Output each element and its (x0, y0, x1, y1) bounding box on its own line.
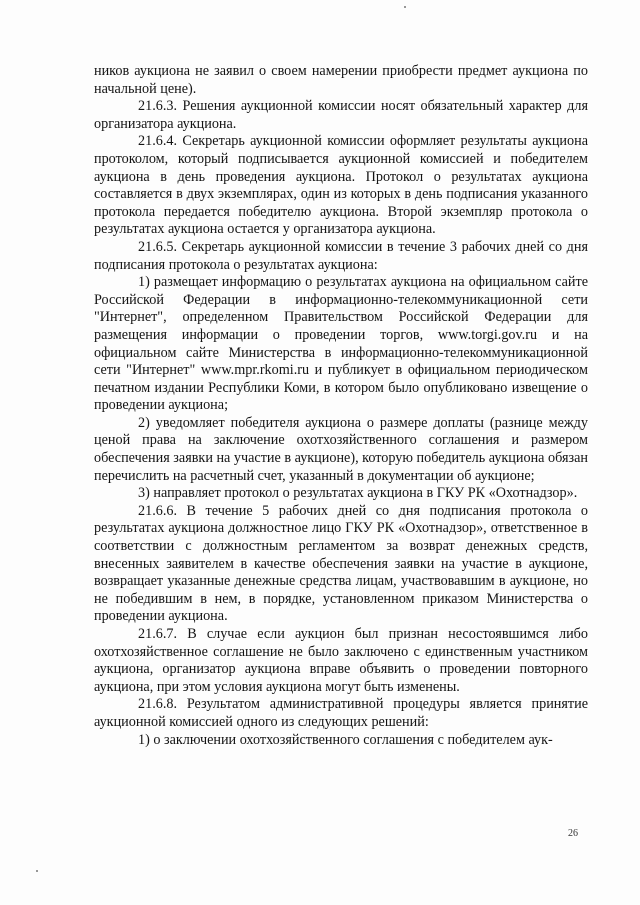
paragraph-21-6-3: 21.6.3. Решения аукционной комиссии носят обязательный характер для организатора аукциона. (94, 98, 588, 132)
paragraph-continuation: ников аукциона не заявил о своем намерении приобрести предмет аукциона по начальной цене). (94, 63, 588, 97)
list-item-3: 3) направляет протокол о результатах аукциона в ГКУ РК «Охотнадзор». (138, 485, 578, 502)
list-item-1: 1) размещает информацию о результатах аукциона на официальном сайте Российской Федерации в информационно-телекоммуникационной сети "Интернет", определенном Правительством Российской Федерации для размещения информации о проведении торгов, www.torgi.gov.ru и на официальном сайте Министерства в информационно-телекоммуникационной сети "Интернет" www.mpr.rkomi.ru и публикует в официальном периодическом печатном издании Республики Коми, в котором было опубликовано извещение о проведении аукциона; (94, 274, 588, 414)
document-body (94, 63, 588, 749)
paragraph-21-6-4: 21.6.4. Секретарь аукционной комиссии оформляет результаты аукциона протоколом, который подписывается аукционной комиссией и победителем аукциона в день проведения аукциона. Протокол о результатах аукциона составляется в двух экземплярах, один из которых в день подписания указанного протокола передается победителю аукциона. Второй экземпляр протокола о результатах аукциона остается у организатора аукциона. (94, 133, 588, 238)
scan-speck (404, 6, 406, 8)
paragraph-21-6-6: 21.6.6. В течение 5 рабочих дней со дня подписания протокола о результатах аукциона должностное лицо ГКУ РК «Охотнадзор», ответственное в соответствии с должностным регламентом за возврат денежных средств, внесенных заявителем в качестве обеспечения заявки на участие в аукционе, возвращает указанные денежные средства лицам, участвовавшим в аукционе, но не победившим в нем, в порядке, установленном приказом Министерства о проведении аукциона. (94, 502, 588, 625)
paragraph-21-6-5: 21.6.5. Секретарь аукционной комиссии в течение 3 рабочих дней со дня подписания протокола о результатах аукциона: (94, 238, 588, 273)
paragraph-21-6-7: 21.6.7. В случае если аукцион был признан несостоявшимся либо охотхозяйственное соглашение не было заключено с единственным участником аукциона, организатор аукциона вправе объявить о проведении повторного аукциона, при этом условия аукциона могут быть изменены. (94, 626, 588, 695)
decision-item-1: 1) о заключении охотхозяйственного соглашения с победителем аук- (138, 731, 553, 748)
list-item-2: 2) уведомляет победителя аукциона о размере доплаты (разнице между ценой права на заключение охотхозяйственного соглашения и размером обеспечения заявки на участие в аукционе), которую победитель аукциона обязан перечислить на расчетный счет, указанный в документации об аукционе; (94, 414, 588, 484)
page-number: 26 (568, 828, 578, 839)
scan-speck (36, 870, 38, 872)
paragraph-21-6-8: 21.6.8. Результатом административной процедуры является принятие аукционной комиссией одного из следующих решений: (94, 696, 588, 730)
